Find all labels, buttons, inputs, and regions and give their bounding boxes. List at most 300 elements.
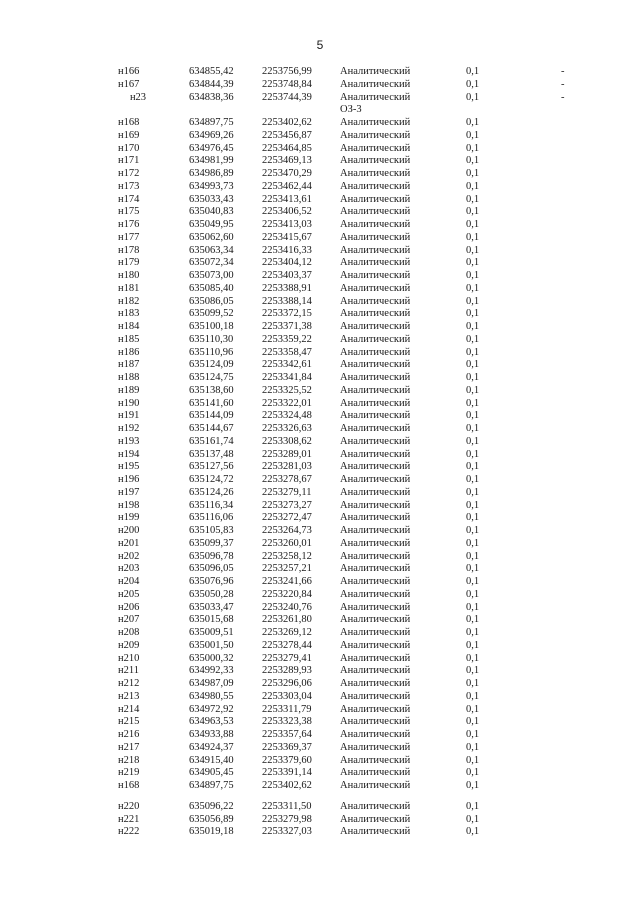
point-id: н172 (118, 168, 140, 179)
coord-x: 635015,68 (189, 614, 234, 626)
method: Аналитический (340, 461, 411, 473)
coord-x: 634992,33 (189, 665, 234, 677)
method: Аналитический (340, 754, 411, 766)
coord-x: 635110,30 (189, 333, 234, 345)
coord-x: 634897,75 (189, 780, 234, 791)
accuracy: 0,1 (466, 512, 480, 524)
method: Аналитический (340, 193, 411, 205)
accuracy: 0,1 (466, 333, 480, 345)
table-row (0, 525, 640, 538)
table-row (0, 321, 640, 334)
coord-y: 2253241,66 (262, 576, 312, 587)
accuracy: 0,1 (466, 826, 480, 838)
coord-x: 635141,60 (189, 397, 234, 409)
method: Аналитический (340, 155, 411, 167)
coord-y: 2253462,44 (262, 180, 312, 192)
method: Аналитический (340, 499, 411, 511)
coord-y: 2253748,84 (262, 78, 312, 90)
method: Аналитический (340, 66, 411, 77)
coord-x: 635049,95 (189, 219, 234, 230)
accuracy: 0,1 (466, 474, 480, 485)
table-row (0, 627, 640, 640)
method: Аналитический (340, 410, 411, 422)
method: Аналитический (340, 474, 411, 485)
point-id: н167 (118, 78, 140, 90)
method: Аналитический (340, 614, 411, 626)
table-row (0, 347, 640, 360)
table-row (0, 245, 640, 258)
table-row (0, 653, 640, 666)
coord-y: 2253279,11 (262, 486, 312, 498)
coord-y: 2253273,27 (262, 499, 312, 511)
coord-y: 2253308,62 (262, 435, 312, 447)
point-id: н198 (118, 499, 140, 511)
accuracy: 0,1 (466, 435, 480, 447)
accuracy: 0,1 (466, 525, 480, 536)
coord-y: 2253240,76 (262, 601, 312, 613)
point-id: н216 (118, 729, 140, 740)
accuracy: 0,1 (466, 690, 480, 702)
method: Аналитический (340, 372, 411, 383)
coord-x: 635001,50 (189, 639, 234, 651)
accuracy: 0,1 (466, 550, 480, 562)
point-id: н200 (118, 525, 140, 536)
method: Аналитический (340, 282, 411, 294)
point-id: н168 (118, 117, 140, 128)
method: Аналитический (340, 359, 411, 371)
point-id: н182 (118, 295, 140, 307)
coord-x: 635050,28 (189, 588, 234, 600)
point-id: н199 (118, 512, 140, 524)
table-row (0, 716, 640, 729)
accuracy: 0,1 (466, 703, 480, 715)
accuracy: 0,1 (466, 231, 480, 243)
accuracy: 0,1 (466, 741, 480, 753)
table-row (0, 589, 640, 602)
coord-x: 634855,42 (189, 66, 234, 77)
table-row (0, 155, 640, 168)
point-id: н220 (118, 800, 140, 812)
coord-x: 635099,37 (189, 537, 234, 549)
table-row (0, 474, 640, 487)
point-id: н169 (118, 129, 140, 141)
coord-x: 635085,40 (189, 282, 234, 294)
coord-x: 635072,34 (189, 257, 234, 269)
accuracy: 0,1 (466, 499, 480, 511)
point-id: н174 (118, 193, 140, 205)
accuracy: 0,1 (466, 180, 480, 192)
table-row (0, 729, 640, 742)
method: Аналитический (340, 91, 411, 103)
coord-x: 635073,00 (189, 270, 234, 281)
accuracy: 0,1 (466, 563, 480, 575)
coord-y: 2253469,13 (262, 155, 312, 167)
point-id: н221 (118, 813, 140, 825)
method: Аналитический (340, 716, 411, 728)
table-row (0, 767, 640, 780)
coord-y: 2253341,84 (262, 372, 312, 383)
coord-y: 2253744,39 (262, 91, 312, 103)
point-id: н203 (118, 563, 140, 575)
point-id: н177 (118, 231, 140, 243)
accuracy: 0,1 (466, 461, 480, 473)
accuracy: 0,1 (466, 448, 480, 460)
coord-x: 635033,47 (189, 601, 234, 613)
table-row (0, 117, 640, 130)
table-row (0, 334, 640, 347)
method: Аналитический (340, 384, 411, 396)
method: Аналитический (340, 346, 411, 358)
table-row (0, 551, 640, 564)
method: Аналитический (340, 741, 411, 753)
table-row (0, 79, 640, 92)
coord-y: 2253357,64 (262, 729, 312, 740)
table-row (0, 436, 640, 449)
coord-x: 634972,92 (189, 703, 234, 715)
method: Аналитический (340, 295, 411, 307)
coord-y: 2253325,52 (262, 384, 312, 396)
coord-y: 2253358,47 (262, 346, 312, 358)
table-row (0, 219, 640, 232)
table-row (0, 512, 640, 525)
method: Аналитический (340, 257, 411, 269)
coord-y: 2253264,73 (262, 525, 312, 536)
coord-y: 2253404,12 (262, 257, 312, 269)
coord-y: 2253388,14 (262, 295, 312, 307)
accuracy: 0,1 (466, 767, 480, 779)
coord-x: 635000,32 (189, 652, 234, 664)
accuracy: 0,1 (466, 754, 480, 766)
point-id: н202 (118, 550, 140, 562)
coord-x: 635099,52 (189, 308, 234, 320)
method: Аналитический (340, 703, 411, 715)
point-id: н188 (118, 372, 140, 383)
method: Аналитический (340, 800, 411, 812)
accuracy: 0,1 (466, 206, 480, 218)
table-row (0, 385, 640, 398)
table-row (0, 283, 640, 296)
table-row (0, 206, 640, 219)
coord-y: 2253220,84 (262, 588, 312, 600)
point-id: н214 (118, 703, 140, 715)
coord-x: 634986,89 (189, 168, 234, 179)
coord-x: 634981,99 (189, 155, 234, 167)
point-id: н218 (118, 754, 140, 766)
point-id: н176 (118, 219, 140, 230)
table-row (0, 296, 640, 309)
coord-y: 2253289,01 (262, 448, 312, 460)
method: Аналитический (340, 486, 411, 498)
point-id: н187 (118, 359, 140, 371)
accuracy: 0,1 (466, 168, 480, 179)
table-row (0, 92, 640, 105)
accuracy: 0,1 (466, 346, 480, 358)
coord-y: 2253257,21 (262, 563, 312, 575)
coord-y: 2253359,22 (262, 333, 312, 345)
accuracy: 0,1 (466, 576, 480, 587)
coord-y: 2253470,29 (262, 168, 312, 179)
point-id: н196 (118, 474, 140, 485)
coord-y: 2253402,62 (262, 780, 312, 791)
method: Аналитический (340, 639, 411, 651)
coord-x: 634980,55 (189, 690, 234, 702)
table-row (0, 181, 640, 194)
coordinates-table (0, 66, 640, 839)
method: Аналитический (340, 333, 411, 345)
coord-y: 2253379,60 (262, 754, 312, 766)
accuracy: 0,1 (466, 486, 480, 498)
point-id: н184 (118, 321, 140, 332)
coord-x: 635137,48 (189, 448, 234, 460)
coord-y: 2253322,01 (262, 397, 312, 409)
table-row (0, 372, 640, 385)
accuracy: 0,1 (466, 244, 480, 256)
coord-y: 2253415,67 (262, 231, 312, 243)
point-id: н208 (118, 627, 140, 638)
table-row (0, 461, 640, 474)
coord-y: 2253413,61 (262, 193, 312, 205)
point-id: н180 (118, 270, 140, 281)
accuracy: 0,1 (466, 652, 480, 664)
table-row (0, 602, 640, 615)
point-id: н173 (118, 180, 140, 192)
table-row (0, 814, 640, 827)
accuracy: 0,1 (466, 142, 480, 154)
coord-y: 2253369,37 (262, 741, 312, 753)
coord-x: 635019,18 (189, 826, 234, 838)
method: Аналитический (340, 652, 411, 664)
method: Аналитический (340, 678, 411, 689)
coord-y: 2253258,12 (262, 550, 312, 562)
table-row (0, 143, 640, 156)
point-id: н219 (118, 767, 140, 779)
coord-x: 635096,05 (189, 563, 234, 575)
coord-x: 635110,96 (189, 346, 234, 358)
method: Аналитический (340, 168, 411, 179)
coord-x: 634905,45 (189, 767, 234, 779)
table-row (0, 742, 640, 755)
point-id: н181 (118, 282, 140, 294)
table-row (0, 538, 640, 551)
table-row (0, 194, 640, 207)
coord-x: 635124,75 (189, 372, 234, 383)
point-id: н201 (118, 537, 140, 549)
table-row (0, 665, 640, 678)
accuracy: 0,1 (466, 91, 480, 103)
coord-y: 2253413,03 (262, 219, 312, 230)
coord-x: 634844,39 (189, 78, 234, 90)
coord-x: 635124,26 (189, 486, 234, 498)
point-id: н193 (118, 435, 140, 447)
coord-x: 635138,60 (189, 384, 234, 396)
point-id: н189 (118, 384, 140, 396)
coord-y: 2253278,44 (262, 639, 312, 651)
coord-x: 634993,73 (189, 180, 234, 192)
point-id: н170 (118, 142, 140, 154)
accuracy: 0,1 (466, 384, 480, 396)
coord-y: 2253371,38 (262, 321, 312, 332)
accuracy: 0,1 (466, 397, 480, 409)
coord-x: 635076,96 (189, 576, 234, 587)
accuracy: 0,1 (466, 372, 480, 383)
accuracy: 0,1 (466, 359, 480, 371)
point-id: н192 (118, 423, 140, 434)
table-row (0, 640, 640, 653)
coord-y: 2253327,03 (262, 826, 312, 838)
coord-x: 634933,88 (189, 729, 234, 740)
table-row (0, 410, 640, 423)
coord-x: 635063,34 (189, 244, 234, 256)
accuracy: 0,1 (466, 257, 480, 269)
table-row (0, 308, 640, 321)
point-id: н179 (118, 257, 140, 269)
table-row (0, 449, 640, 462)
method: Аналитический (340, 219, 411, 230)
description: - (561, 78, 565, 90)
method: Аналитический (340, 244, 411, 256)
method: Аналитический (340, 423, 411, 434)
coord-x: 635127,56 (189, 461, 234, 473)
accuracy: 0,1 (466, 321, 480, 332)
method: Аналитический (340, 117, 411, 128)
accuracy: 0,1 (466, 588, 480, 600)
method: Аналитический (340, 627, 411, 638)
method: Аналитический (340, 601, 411, 613)
method: Аналитический (340, 780, 411, 791)
accuracy: 0,1 (466, 282, 480, 294)
point-id: н209 (118, 639, 140, 651)
method: Аналитический (340, 448, 411, 460)
point-id: н222 (118, 826, 140, 838)
coord-x: 635124,09 (189, 359, 234, 371)
accuracy: 0,1 (466, 780, 480, 791)
coord-y: 2253326,63 (262, 423, 312, 434)
coord-y: 2253406,52 (262, 206, 312, 218)
accuracy: 0,1 (466, 155, 480, 167)
coord-y: 2253403,37 (262, 270, 312, 281)
coord-y: 2253279,41 (262, 652, 312, 664)
method: Аналитический (340, 129, 411, 141)
method: Аналитический (340, 665, 411, 677)
method: Аналитический (340, 78, 411, 90)
point-id: н185 (118, 333, 140, 345)
table-row (0, 257, 640, 270)
point-id: н178 (118, 244, 140, 256)
table-row (0, 500, 640, 513)
point-id: н205 (118, 588, 140, 600)
method: Аналитический (340, 512, 411, 524)
table-row (0, 755, 640, 768)
accuracy: 0,1 (466, 270, 480, 281)
method: Аналитический (340, 206, 411, 218)
table-row (0, 801, 640, 814)
accuracy: 0,1 (466, 639, 480, 651)
method: Аналитический (340, 729, 411, 740)
accuracy: 0,1 (466, 729, 480, 740)
coord-y: 2253464,85 (262, 142, 312, 154)
table-row (0, 423, 640, 436)
point-id: н190 (118, 397, 140, 409)
coord-x: 635062,60 (189, 231, 234, 243)
accuracy: 0,1 (466, 800, 480, 812)
point-id: н207 (118, 614, 140, 626)
point-id: н175 (118, 206, 140, 218)
coord-y: 2253456,87 (262, 129, 312, 141)
table-row (0, 359, 640, 372)
description: - (561, 91, 565, 103)
page-number: 5 (316, 38, 324, 52)
point-id: н210 (118, 652, 140, 664)
coord-x: 635009,51 (189, 627, 234, 638)
coord-y: 2253260,01 (262, 537, 312, 549)
coord-x: 634963,53 (189, 716, 234, 728)
accuracy: 0,1 (466, 716, 480, 728)
method: Аналитический (340, 537, 411, 549)
coord-x: 635056,89 (189, 813, 234, 825)
table-row (0, 398, 640, 411)
coord-y: 2253296,06 (262, 678, 312, 689)
coord-x: 635161,74 (189, 435, 234, 447)
table-row (0, 614, 640, 627)
accuracy: 0,1 (466, 308, 480, 320)
description: - (561, 66, 565, 77)
accuracy: 0,1 (466, 601, 480, 613)
coord-y: 2253311,50 (262, 800, 312, 812)
point-id: н171 (118, 155, 140, 167)
method: Аналитический (340, 321, 411, 332)
point-id: н166 (118, 66, 140, 77)
coord-y: 2253324,48 (262, 410, 312, 422)
accuracy: 0,1 (466, 193, 480, 205)
coord-x: 634987,09 (189, 678, 234, 689)
coord-y: 2253756,99 (262, 66, 312, 77)
coord-x: 635124,72 (189, 474, 234, 485)
point-id: н183 (118, 308, 140, 320)
table-row (0, 168, 640, 181)
accuracy: 0,1 (466, 627, 480, 638)
point-id: н195 (118, 461, 140, 473)
coord-y: 2253388,91 (262, 282, 312, 294)
method: Аналитический (340, 525, 411, 536)
table-row (0, 826, 640, 839)
accuracy: 0,1 (466, 410, 480, 422)
table-row (0, 232, 640, 245)
point-id: н204 (118, 576, 140, 587)
method: Аналитический (340, 826, 411, 838)
table-row (0, 66, 640, 79)
method: Аналитический (340, 563, 411, 575)
point-id: н213 (118, 690, 140, 702)
coord-y: 2253269,12 (262, 627, 312, 638)
coord-y: 2253416,33 (262, 244, 312, 256)
point-id: н191 (118, 410, 140, 422)
method: Аналитический (340, 397, 411, 409)
point-id: н206 (118, 601, 140, 613)
coord-y: 2253261,80 (262, 614, 312, 626)
coord-x: 635096,22 (189, 800, 234, 812)
coord-x: 634976,45 (189, 142, 234, 154)
accuracy: 0,1 (466, 129, 480, 141)
coord-y: 2253289,93 (262, 665, 312, 677)
point-id: н194 (118, 448, 140, 460)
accuracy: 0,1 (466, 813, 480, 825)
accuracy: 0,1 (466, 66, 480, 77)
coord-x: 635116,06 (189, 512, 234, 524)
coord-x: 635105,83 (189, 525, 234, 536)
accuracy: 0,1 (466, 295, 480, 307)
coord-x: 635144,09 (189, 410, 234, 422)
coord-x: 635096,78 (189, 550, 234, 562)
